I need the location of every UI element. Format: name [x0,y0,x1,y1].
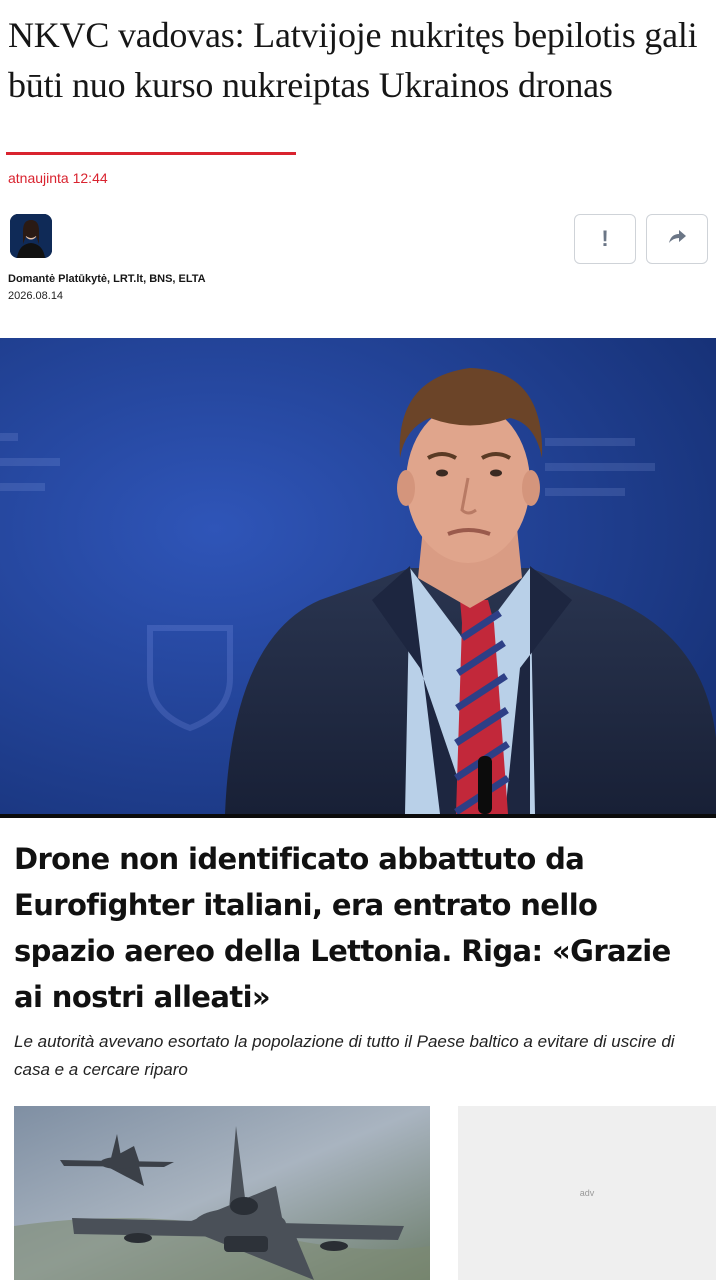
share-button[interactable] [646,214,708,264]
updated-time: atnaujinta 12:44 [8,170,108,186]
adv-label: adv [579,1188,595,1198]
exclamation-icon: ! [601,226,609,251]
corriere-article-title[interactable]: Drone non identificato abbattuto da Eurofighter italiani, era entrato nello spazio aereo della Lettonia. Riga: «Grazie ai nostri alleati» [14,842,671,1014]
report-button[interactable] [574,214,636,264]
corriere-article-subtitle: Le autorità avevano esortato la popolazione di tutto il Paese baltico a evitare di uscire di casa e a cercare riparo [14,1032,675,1079]
article-photo [0,338,716,814]
title-underline [6,152,296,155]
article-date: 2026.08.14 [8,290,64,302]
advertisement-slot[interactable] [458,1106,716,1280]
share-arrow-icon [666,226,688,252]
eurofighter-photo[interactable] [14,1106,430,1280]
section-divider [0,814,716,818]
lrt-article-title: NKVC vadovas: Latvijoje nukritęs bepilotis gali būti nuo kurso nukreiptas Ukrainos dronas [8,15,698,105]
article-authors: Domantė Platūkytė, LRT.lt, BNS, ELTA [8,273,206,285]
author-avatar[interactable] [10,214,52,258]
